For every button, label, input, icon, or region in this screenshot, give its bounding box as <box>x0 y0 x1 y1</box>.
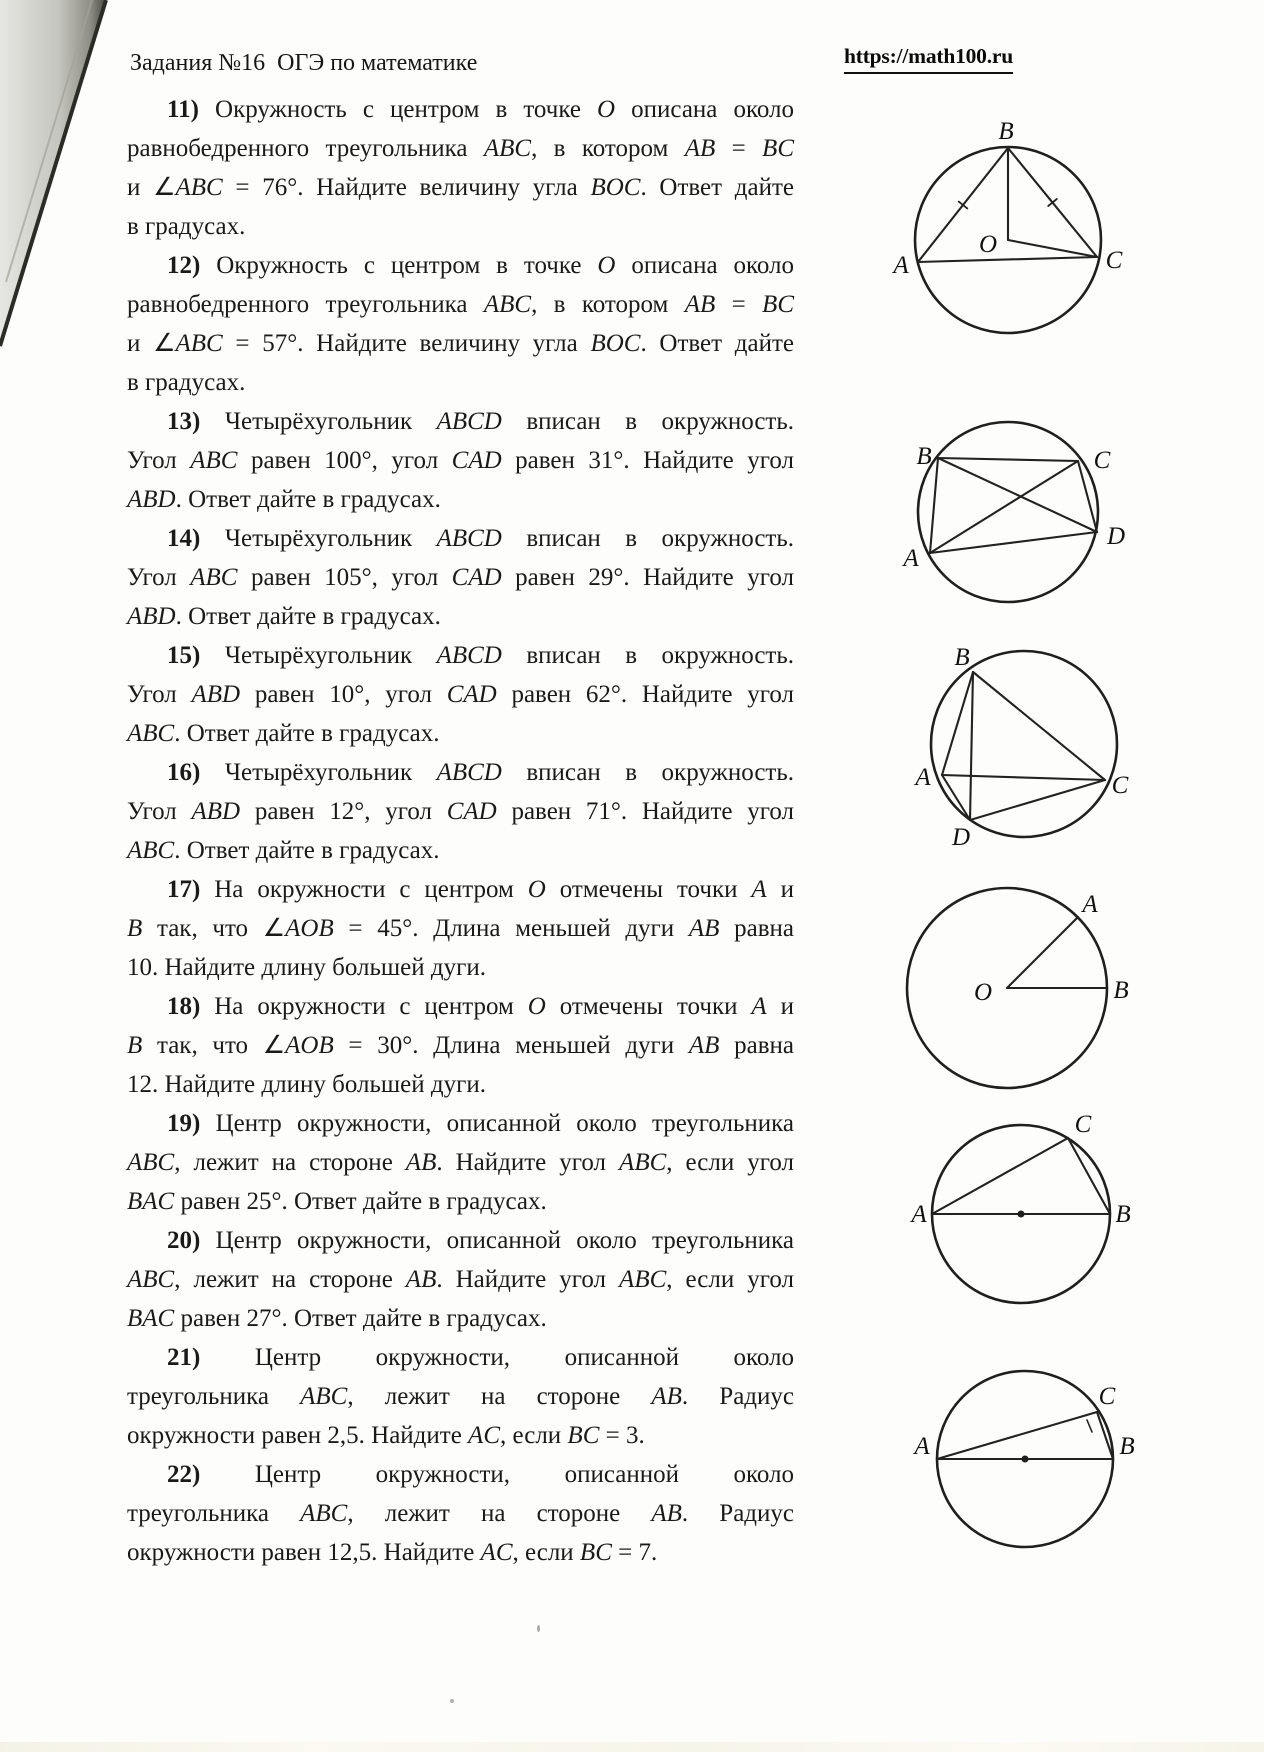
point-label-o: O <box>973 979 993 1006</box>
problem-11 <box>127 90 794 246</box>
segment-oc <box>1008 240 1097 257</box>
text-line: BAC равен 25°. Ответ дайте в градусах. <box>127 1188 547 1215</box>
right-angle-mark <box>1087 1420 1092 1432</box>
point-label-a: A <box>893 252 909 279</box>
problem-15 <box>127 636 794 753</box>
text-line: окружности равен 12,5. Найдите AC, если BC = 7. <box>127 1539 658 1566</box>
text-line: 21) Центр окружности, описанной около <box>167 1344 795 1371</box>
text-line: Угол ABD равен 12°, угол CAD равен 71°. Найдите угол <box>127 798 794 825</box>
text-line: B так, что ∠AOB = 30°. Длина меньшей дуги AB равна <box>127 1032 794 1059</box>
problems-list <box>127 90 794 1572</box>
side-ad <box>942 775 970 820</box>
point-label-c: C <box>1093 447 1111 474</box>
text-line: ABC. Ответ дайте в градусах. <box>127 837 440 864</box>
side-ac <box>932 1138 1068 1214</box>
scan-speck <box>537 1625 540 1632</box>
side-bc <box>973 672 1105 780</box>
text-line: 18) На окружности с центром O отмечены точки A и <box>167 993 794 1020</box>
point-label-b: B <box>1115 1201 1131 1228</box>
point-label-c: C <box>1098 1383 1116 1410</box>
point-label-c: C <box>1111 772 1129 799</box>
diagonal-bd <box>938 458 1097 532</box>
side-da <box>930 532 1097 553</box>
text-line: треугольника ABC, лежит на стороне AB. Радиус <box>127 1383 794 1410</box>
side-cb <box>1068 1138 1110 1214</box>
center-dot <box>1022 1456 1029 1463</box>
point-label-b: B <box>1113 977 1129 1004</box>
point-label-d: D <box>1106 523 1126 550</box>
problem-20 <box>127 1221 794 1338</box>
text-line: BAC равен 27°. Ответ дайте в градусах. <box>127 1305 547 1332</box>
text-line: 19) Центр окружности, описанной около треугольника <box>167 1110 794 1137</box>
text-line: окружности равен 2,5. Найдите AC, если BC = 3. <box>127 1422 645 1449</box>
text-line: в градусах. <box>127 213 246 240</box>
diagram-triangle-on-diameter <box>905 1110 1140 1330</box>
circle <box>931 651 1117 837</box>
point-label-o: O <box>978 231 998 258</box>
problem-19 <box>127 1104 794 1221</box>
text-line: 16) Четырёхугольник ABCD вписан в окружность. <box>167 759 794 786</box>
text-line: ABD. Ответ дайте в градусах. <box>127 486 441 513</box>
diagram-triangle-on-diameter-2 <box>905 1360 1150 1570</box>
text-line: B так, что ∠AOB = 45°. Длина меньшей дуги AB равна <box>127 915 794 942</box>
point-label-a: A <box>1082 891 1098 918</box>
text-line: 22) Центр окружности, описанной около <box>167 1461 795 1488</box>
problem-22 <box>127 1455 794 1572</box>
diagonal-bd <box>970 672 973 820</box>
point-label-a: A <box>914 1433 930 1460</box>
diagram-circumscribed-isosceles-triangle <box>885 105 1135 360</box>
point-label-a: A <box>911 1201 927 1228</box>
text-line: ABC. Ответ дайте в градусах. <box>127 720 440 747</box>
point-label-c: C <box>1074 1111 1092 1138</box>
problem-12 <box>127 246 794 402</box>
radius-oa <box>1007 917 1078 988</box>
text-line: ABC, лежит на стороне AB. Найдите угол ABC, если угол <box>127 1149 794 1176</box>
side-bc <box>938 458 1078 461</box>
diagonal-ac <box>942 775 1105 780</box>
problem-21 <box>127 1338 794 1455</box>
diagram-inscribed-quadrilateral-2 <box>865 585 1130 862</box>
point-label-b: B <box>1119 1433 1135 1460</box>
problem-16 <box>127 753 794 870</box>
problem-13 <box>127 402 794 519</box>
text-line: равнобедренного треугольника ABC, в котором AB = BC <box>127 291 794 318</box>
text-line: 12) Окружность с центром в точке O описана около <box>167 252 794 279</box>
text-line: 12. Найдите длину большей дуги. <box>127 1071 486 1098</box>
point-label-c: C <box>1105 247 1123 274</box>
side-ac <box>937 1412 1097 1459</box>
source-url: https://math100.ru <box>844 44 1013 74</box>
side-ab <box>942 672 973 775</box>
text-line: ABD. Ответ дайте в градусах. <box>127 603 441 630</box>
text-line: ABC, лежит на стороне AB. Найдите угол ABC, если угол <box>127 1266 794 1293</box>
point-label-b: B <box>916 443 932 470</box>
scan-speck <box>450 1699 454 1703</box>
text-line: 14) Четырёхугольник ABCD вписан в окружность. <box>167 525 794 552</box>
point-label-b: B <box>998 118 1014 145</box>
center-dot <box>1018 1211 1025 1218</box>
problem-18 <box>127 987 794 1104</box>
scan-artifact-bottom-edge <box>0 1742 1264 1752</box>
text-line: равнобедренного треугольника ABC, в котором AB = BC <box>127 135 794 162</box>
text-line: треугольника ABC, лежит на стороне AB. Радиус <box>127 1500 794 1527</box>
point-label-b: B <box>954 644 970 671</box>
page-title: Задания №16 ОГЭ по математике <box>130 50 478 76</box>
point-label-a: A <box>915 764 931 791</box>
text-line: Угол ABC равен 100°, угол CAD равен 31°. Найдите угол <box>127 447 794 474</box>
circle <box>918 422 1098 602</box>
diagram-central-angle <box>900 880 1135 1105</box>
point-label-d: D <box>951 824 971 851</box>
diagonal-ac <box>930 461 1078 553</box>
problem-17 <box>127 870 794 987</box>
text-line: 11) Окружность с центром в точке O описана около <box>167 96 794 123</box>
side-ac <box>918 257 1097 262</box>
text-line: Угол ABC равен 105°, угол CAD равен 29°. Найдите угол <box>127 564 794 591</box>
text-line: Угол ABD равен 10°, угол CAD равен 62°. Найдите угол <box>127 681 794 708</box>
problem-14 <box>127 519 794 636</box>
text-line: и ∠ABC = 76°. Найдите величину угла BOC. Ответ дайте <box>127 174 794 201</box>
text-line: 17) На окружности с центром O отмечены точки A и <box>167 876 794 903</box>
text-line: 15) Четырёхугольник ABCD вписан в окружность. <box>167 642 794 669</box>
side-ab <box>930 458 938 553</box>
text-line: в градусах. <box>127 369 246 396</box>
text-line: и ∠ABC = 57°. Найдите величину угла BOC. Ответ дайте <box>127 330 794 357</box>
text-line: 10. Найдите длину большей дуги. <box>127 954 486 981</box>
point-label-a: A <box>903 545 919 572</box>
text-line: 13) Четырёхугольник ABCD вписан в окружность. <box>167 408 794 435</box>
text-line: 20) Центр окружности, описанной около треугольника <box>167 1227 794 1254</box>
